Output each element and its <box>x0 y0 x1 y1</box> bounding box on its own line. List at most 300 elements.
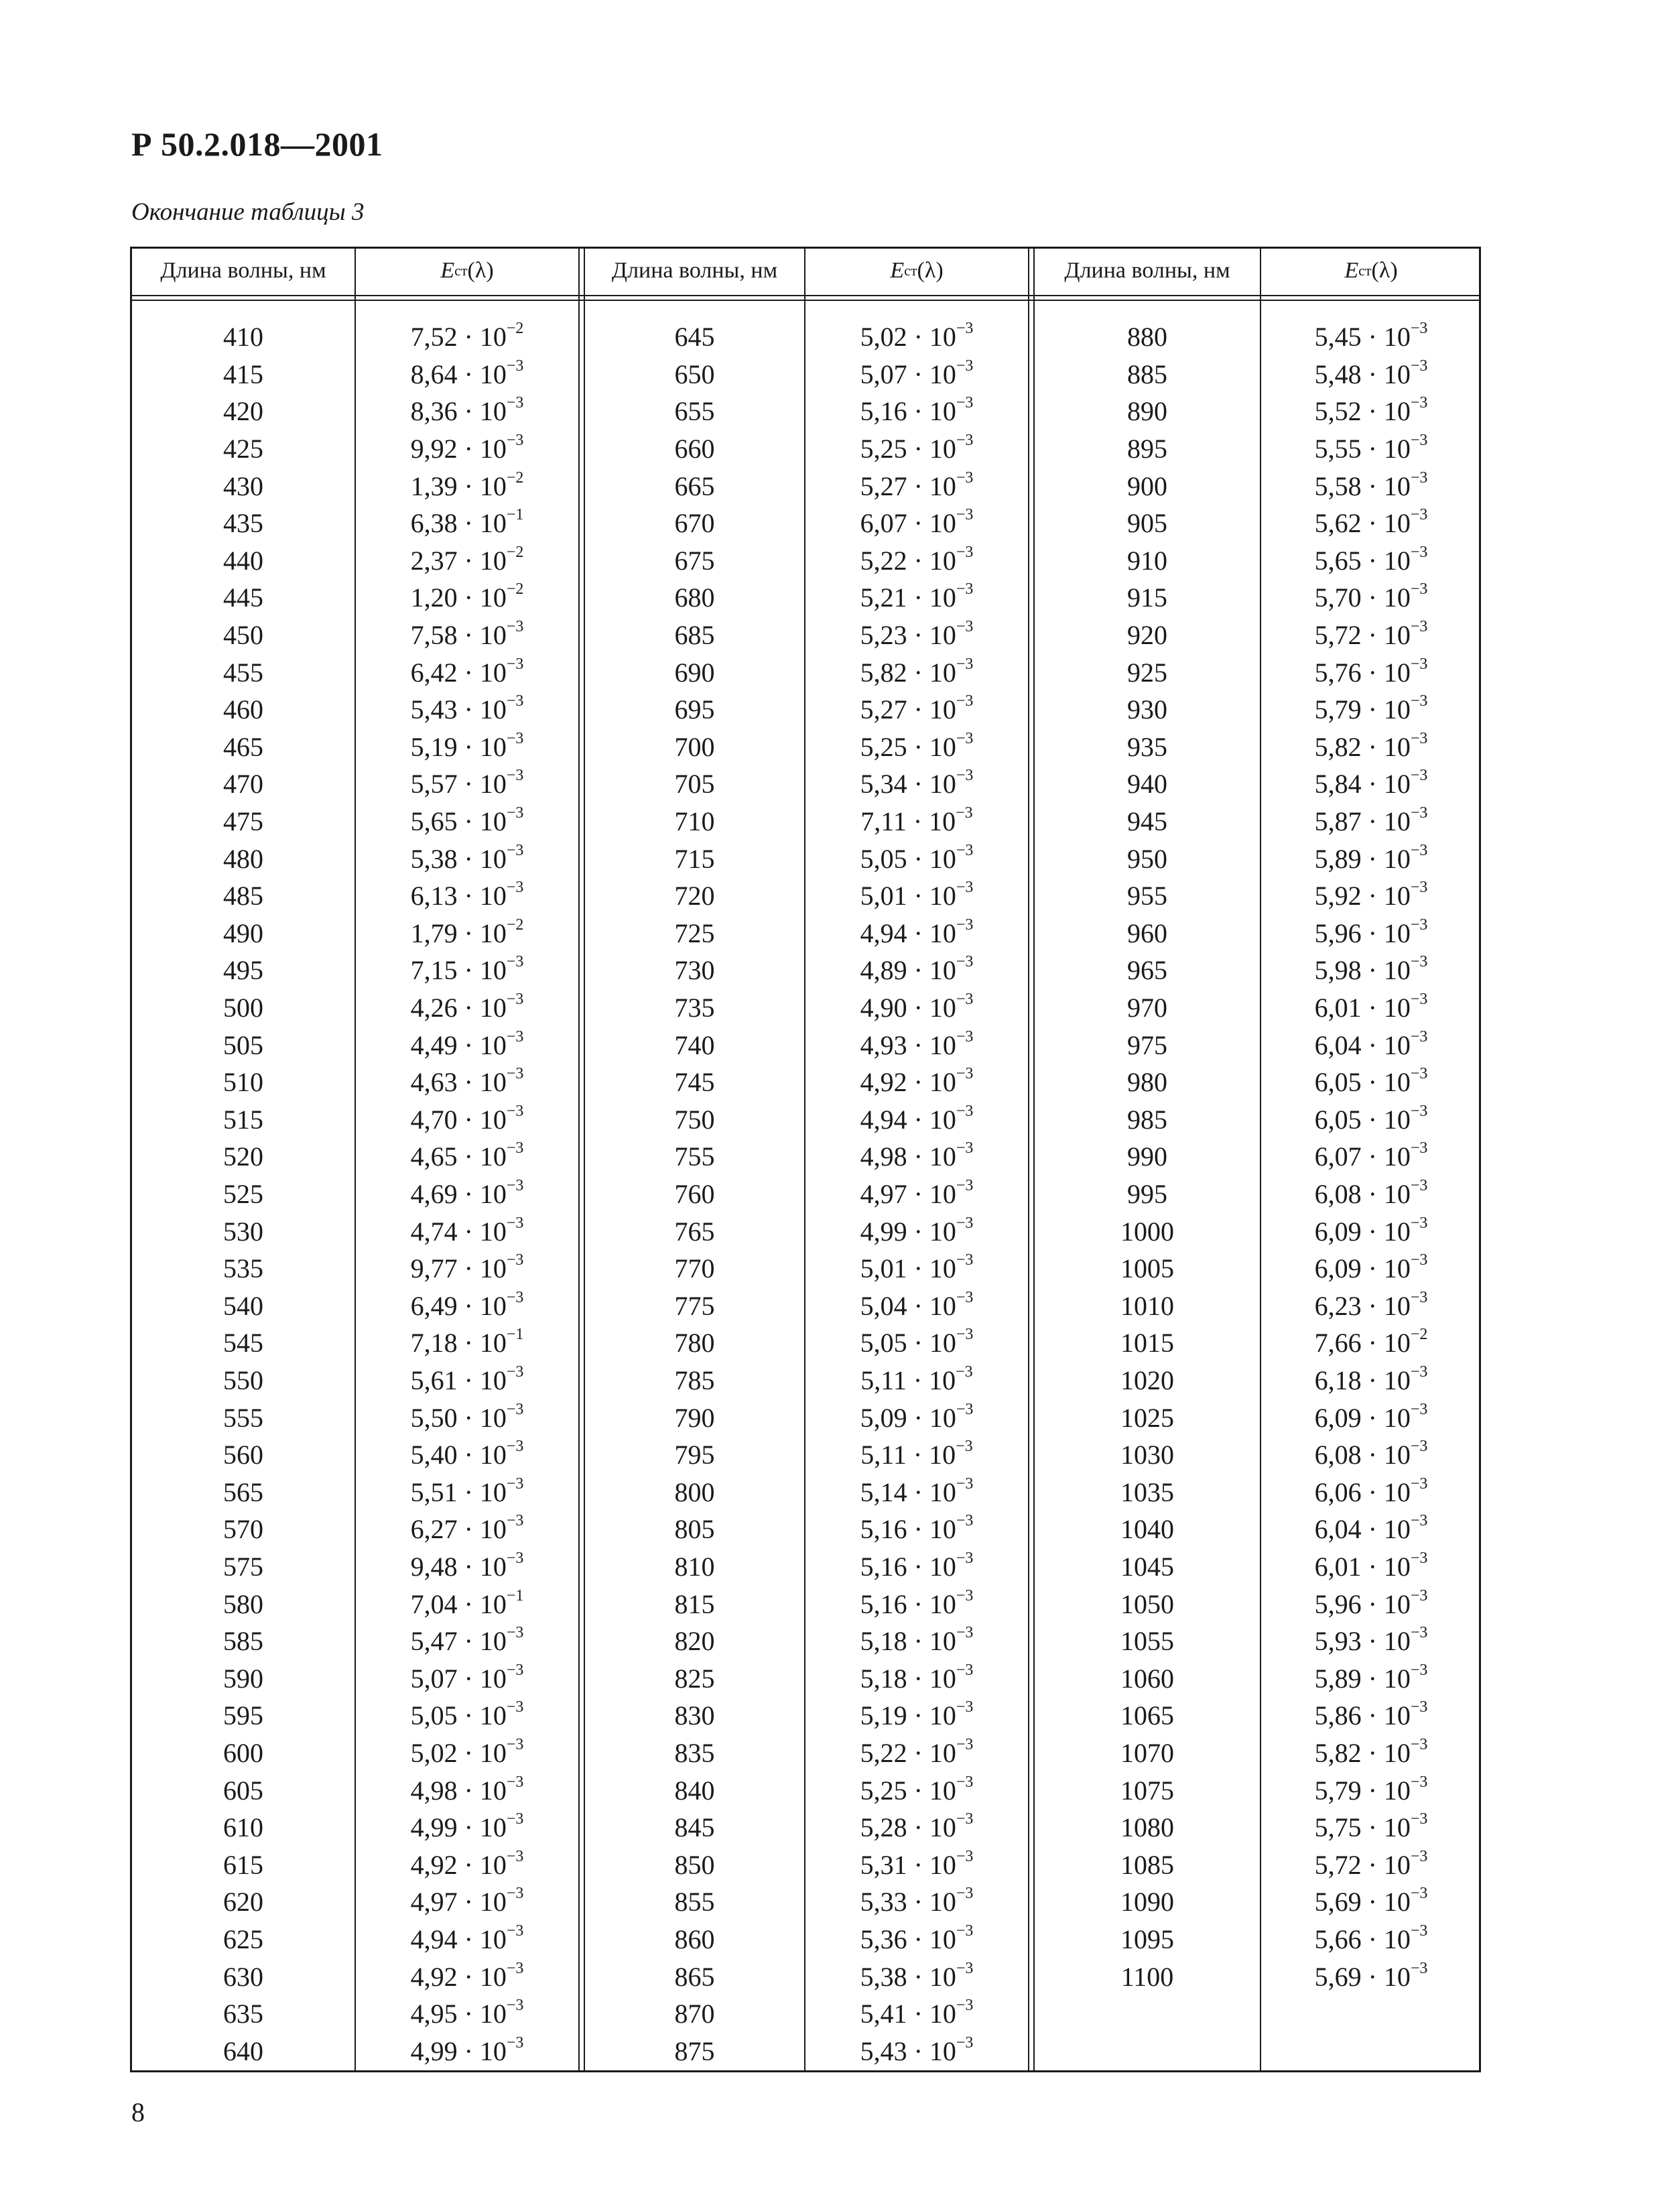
exponent: −3 <box>956 916 974 934</box>
mantissa: 5,19 <box>860 1700 907 1731</box>
times-ten-sign: · 10 <box>457 508 507 539</box>
irradiance-cell <box>805 356 1028 393</box>
times-ten-sign: · 10 <box>907 1812 956 1843</box>
header-rule-bottom <box>132 300 1479 301</box>
wavelength-cell: 590 <box>223 1663 263 1694</box>
irradiance-cell <box>356 1623 578 1660</box>
irradiance-cell <box>805 1288 1028 1325</box>
times-ten-sign: · 10 <box>907 1514 956 1545</box>
exponent: −3 <box>506 991 524 1009</box>
times-ten-sign: · 10 <box>1361 545 1411 576</box>
mantissa: 7,04 <box>410 1588 458 1619</box>
wavelength-cell: 820 <box>674 1626 715 1657</box>
times-ten-sign: · 10 <box>1361 1552 1411 1582</box>
mantissa: 5,16 <box>860 1552 907 1582</box>
mantissa: 8,36 <box>410 396 458 427</box>
irradiance-cell <box>805 803 1028 840</box>
irradiance-cell <box>1261 915 1481 952</box>
mantissa: 4,94 <box>410 1924 458 1955</box>
wavelength-cell: 860 <box>674 1924 715 1955</box>
mantissa: 4,99 <box>410 1812 458 1843</box>
wavelength-cell: 775 <box>674 1290 715 1321</box>
wavelength-cell: 1055 <box>1120 1626 1174 1657</box>
times-ten-sign: · 10 <box>907 1179 956 1210</box>
mantissa: 5,52 <box>1314 396 1362 427</box>
mantissa: 8,64 <box>410 359 458 389</box>
irradiance-cell <box>1261 1288 1481 1325</box>
mantissa: 5,65 <box>410 806 458 837</box>
irradiance-cell <box>805 1101 1028 1139</box>
exponent: −3 <box>956 1139 974 1157</box>
mantissa: 6,27 <box>410 1514 458 1545</box>
irradiance-cell <box>805 1771 1028 1809</box>
times-ten-sign: · 10 <box>457 1104 507 1135</box>
page-number: 8 <box>131 2097 145 2127</box>
times-ten-sign: · 10 <box>457 434 507 464</box>
irradiance-cell <box>356 430 578 468</box>
irradiance-cell <box>1261 1250 1481 1288</box>
wavelength-cell: 1025 <box>1120 1402 1174 1433</box>
mantissa: 5,96 <box>1314 1588 1362 1619</box>
wavelength-cell: 600 <box>223 1738 263 1769</box>
wavelength-cell: 1015 <box>1120 1328 1174 1359</box>
mantissa: 4,92 <box>410 1961 458 1992</box>
irradiance-cell <box>805 1362 1028 1399</box>
exponent: −3 <box>1410 1139 1428 1157</box>
times-ten-sign: · 10 <box>1361 1328 1411 1359</box>
times-ten-sign: · 10 <box>457 769 507 800</box>
wavelength-cell: 880 <box>1127 322 1167 353</box>
wavelength-cell: 675 <box>674 545 715 576</box>
irradiance-cell <box>1261 1883 1481 1921</box>
wavelength-cell: 980 <box>1127 1067 1167 1098</box>
wavelength-cell: 995 <box>1127 1179 1167 1210</box>
mantissa: 5,09 <box>860 1402 907 1433</box>
wavelength-cell: 425 <box>223 434 263 464</box>
times-ten-sign: · 10 <box>457 470 507 501</box>
times-ten-sign: · 10 <box>457 993 507 1023</box>
wavelength-cell: 515 <box>223 1104 263 1135</box>
times-ten-sign: · 10 <box>457 1588 507 1619</box>
wavelength-cell: 960 <box>1127 918 1167 948</box>
mantissa: 7,66 <box>1314 1328 1362 1359</box>
mantissa: 4,70 <box>410 1104 458 1135</box>
mantissa: 7,52 <box>410 322 458 353</box>
times-ten-sign: · 10 <box>1361 694 1411 725</box>
exponent: −3 <box>956 1736 974 1754</box>
irradiance-cell <box>1261 989 1481 1027</box>
times-ten-sign: · 10 <box>907 1775 956 1806</box>
wavelength-cell: 560 <box>223 1440 263 1470</box>
exponent: −3 <box>506 357 524 375</box>
irradiance-cell <box>1261 542 1481 580</box>
exponent: −3 <box>956 729 974 747</box>
exponent: −1 <box>506 1326 524 1344</box>
exponent: −2 <box>506 320 524 338</box>
times-ten-sign: · 10 <box>457 1887 507 1918</box>
exponent: −3 <box>506 767 524 785</box>
times-ten-sign: · 10 <box>907 1738 956 1769</box>
times-ten-sign: · 10 <box>907 1999 956 2029</box>
exponent: −3 <box>1410 1624 1428 1642</box>
irradiance-cell <box>1261 1771 1481 1809</box>
mantissa: 5,02 <box>410 1738 458 1769</box>
exponent: −3 <box>1410 879 1428 897</box>
exponent: −2 <box>506 580 524 599</box>
mantissa: 9,77 <box>410 1253 458 1284</box>
mantissa: 5,16 <box>860 396 907 427</box>
mantissa: 7,15 <box>410 955 458 986</box>
exponent: −1 <box>506 506 524 524</box>
wavelength-cell: 565 <box>223 1477 263 1507</box>
times-ten-sign: · 10 <box>457 582 507 613</box>
times-ten-sign: · 10 <box>907 1849 956 1880</box>
wavelength-cell: 700 <box>674 731 715 762</box>
header-wavelength: Длина волны, нм <box>611 258 778 283</box>
exponent: −3 <box>956 804 973 822</box>
irradiance-cell <box>1261 1212 1481 1250</box>
wavelength-cell: 410 <box>223 322 263 353</box>
times-ten-sign: · 10 <box>907 657 956 688</box>
times-ten-sign: · 10 <box>457 1999 507 2029</box>
times-ten-sign: · 10 <box>1361 657 1411 688</box>
wavelength-cell: 520 <box>223 1141 263 1172</box>
exponent: −3 <box>1410 1773 1428 1791</box>
exponent: −3 <box>1410 1586 1428 1605</box>
times-ten-sign: · 10 <box>1361 1961 1411 1992</box>
irradiance-cell <box>805 1623 1028 1660</box>
wavelength-cell: 825 <box>674 1663 715 1694</box>
exponent: −3 <box>1410 618 1428 636</box>
irradiance-cell <box>356 765 578 803</box>
irradiance-cell <box>356 1585 578 1623</box>
times-ten-sign: · 10 <box>1361 508 1411 539</box>
irradiance-cell <box>805 952 1028 989</box>
wavelength-cell: 875 <box>674 2035 715 2066</box>
mantissa: 6,04 <box>1314 1514 1362 1545</box>
irradiance-cell <box>805 1548 1028 1586</box>
mantissa: 5,82 <box>1314 1738 1362 1769</box>
mantissa: 5,48 <box>1314 359 1362 389</box>
times-ten-sign: · 10 <box>457 1141 507 1172</box>
mantissa: 6,09 <box>1314 1216 1362 1247</box>
mantissa: 5,72 <box>1314 1849 1362 1880</box>
mantissa: 7,18 <box>410 1328 458 1359</box>
times-ten-sign: · 10 <box>907 769 956 800</box>
exponent: −3 <box>1410 1847 1428 1865</box>
times-ten-sign: · 10 <box>1361 1775 1411 1806</box>
wavelength-cell: 670 <box>674 508 715 539</box>
mantissa: 6,08 <box>1314 1179 1362 1210</box>
wavelength-cell: 730 <box>674 955 715 986</box>
exponent: −3 <box>506 1065 524 1083</box>
times-ten-sign: · 10 <box>457 396 507 427</box>
irradiance-cell <box>805 729 1028 766</box>
wavelength-cell: 840 <box>674 1775 715 1806</box>
exponent: −2 <box>506 916 524 934</box>
mantissa: 6,05 <box>1314 1104 1362 1135</box>
wavelength-cell: 760 <box>674 1179 715 1210</box>
header-irradiance <box>805 249 1028 293</box>
exponent: −3 <box>1410 916 1428 934</box>
times-ten-sign: · 10 <box>906 1365 956 1396</box>
irradiance-cell <box>1261 1623 1481 1660</box>
exponent: −3 <box>1410 1922 1428 1940</box>
times-ten-sign: · 10 <box>1361 1812 1411 1843</box>
times-ten-sign: · 10 <box>1361 620 1411 651</box>
irradiance-cell <box>805 1995 1028 2033</box>
wavelength-cell: 800 <box>674 1477 715 1507</box>
times-ten-sign: · 10 <box>907 694 956 725</box>
irradiance-cell <box>356 952 578 989</box>
wavelength-cell: 1080 <box>1120 1812 1174 1843</box>
mantissa: 6,49 <box>410 1290 458 1321</box>
wavelength-cell: 985 <box>1127 1104 1167 1135</box>
exponent: −3 <box>506 1214 524 1232</box>
exponent: −3 <box>956 1177 974 1195</box>
mantissa: 6,09 <box>1314 1253 1362 1284</box>
mantissa: 5,66 <box>1314 1924 1362 1955</box>
mantissa: 5,84 <box>1314 769 1362 800</box>
exponent: −3 <box>506 1512 524 1530</box>
wavelength-cell: 905 <box>1127 508 1167 539</box>
wavelength-cell: 910 <box>1127 545 1167 576</box>
exponent: −3 <box>1410 692 1428 710</box>
mantissa: 5,05 <box>860 843 907 874</box>
irradiance-cell <box>356 1399 578 1436</box>
times-ten-sign: · 10 <box>457 1328 507 1359</box>
exponent: −3 <box>506 1177 524 1195</box>
irradiance-cell <box>356 1474 578 1511</box>
irradiance-cell <box>356 1138 578 1176</box>
exponent: −3 <box>956 1027 974 1046</box>
irradiance-cell <box>1261 1138 1481 1176</box>
wavelength-cell: 595 <box>223 1700 263 1731</box>
times-ten-sign: · 10 <box>457 731 507 762</box>
wavelength-cell: 925 <box>1127 657 1167 688</box>
wavelength-cell: 705 <box>674 769 715 800</box>
mantissa: 5,79 <box>1314 1775 1362 1806</box>
wavelength-cell: 765 <box>674 1216 715 1247</box>
times-ten-sign: · 10 <box>907 434 956 464</box>
irradiance-cell <box>356 2033 578 2070</box>
wavelength-cell: 900 <box>1127 470 1167 501</box>
irradiance-cell <box>1261 840 1481 877</box>
exponent: −3 <box>1410 767 1428 785</box>
exponent: −3 <box>956 692 974 710</box>
times-ten-sign: · 10 <box>907 545 956 576</box>
exponent: −3 <box>1410 1400 1428 1418</box>
times-ten-sign: · 10 <box>1361 955 1411 986</box>
exponent: −3 <box>956 1512 974 1530</box>
irradiance-cell <box>356 542 578 580</box>
wavelength-cell: 830 <box>674 1700 715 1731</box>
irradiance-cell <box>1261 505 1481 542</box>
times-ten-sign: · 10 <box>457 1365 507 1396</box>
mantissa: 5,98 <box>1314 955 1362 986</box>
times-ten-sign: · 10 <box>457 1440 507 1470</box>
exponent: −3 <box>1410 1959 1428 1977</box>
wavelength-cell: 865 <box>674 1961 715 1992</box>
times-ten-sign: · 10 <box>457 1812 507 1843</box>
wavelength-cell: 780 <box>674 1328 715 1359</box>
times-ten-sign: · 10 <box>907 1253 956 1284</box>
mantissa: 6,01 <box>1314 1552 1362 1582</box>
mantissa: 4,95 <box>410 1999 458 2029</box>
exponent: −3 <box>956 1885 974 1903</box>
exponent: −3 <box>506 1474 524 1493</box>
wavelength-cell: 530 <box>223 1216 263 1247</box>
irradiance-cell <box>805 1511 1028 1548</box>
wavelength-cell: 815 <box>674 1588 715 1619</box>
times-ten-sign: · 10 <box>907 1104 956 1135</box>
times-ten-sign: · 10 <box>1361 1887 1411 1918</box>
wavelength-cell: 545 <box>223 1328 263 1359</box>
times-ten-sign: · 10 <box>457 694 507 725</box>
irradiance-cell <box>1261 952 1481 989</box>
wavelength-cell: 480 <box>223 843 263 874</box>
wavelength-cell: 945 <box>1127 806 1167 837</box>
document-code: Р 50.2.018—2001 <box>131 125 383 163</box>
irradiance-cell <box>356 1697 578 1735</box>
irradiance-cell <box>1261 430 1481 468</box>
wavelength-cell: 500 <box>223 993 263 1023</box>
mantissa: 5,18 <box>860 1626 907 1657</box>
exponent: −3 <box>956 1400 974 1418</box>
wavelength-cell: 685 <box>674 620 715 651</box>
exponent: −3 <box>506 1773 524 1791</box>
irradiance-cell <box>356 1212 578 1250</box>
times-ten-sign: · 10 <box>1361 1738 1411 1769</box>
exponent: −3 <box>506 879 524 897</box>
times-ten-sign: · 10 <box>907 322 956 353</box>
mantissa: 6,08 <box>1314 1440 1362 1470</box>
wavelength-cell: 630 <box>223 1961 263 1992</box>
wavelength-cell: 495 <box>223 955 263 986</box>
wavelength-cell: 1010 <box>1120 1290 1174 1321</box>
wavelength-cell: 635 <box>223 1999 263 2029</box>
group-divider <box>1028 249 1029 2070</box>
times-ten-sign: · 10 <box>907 843 956 874</box>
exponent: −3 <box>506 953 524 971</box>
irradiance-cell <box>1261 1846 1481 1884</box>
irradiance-cell <box>1261 393 1481 430</box>
exponent: −3 <box>1410 953 1428 971</box>
mantissa: 7,11 <box>860 806 907 837</box>
exponent: −3 <box>956 320 974 338</box>
exponent: −3 <box>1410 1177 1428 1195</box>
times-ten-sign: · 10 <box>1361 1849 1411 1880</box>
mantissa: 6,42 <box>410 657 458 688</box>
mantissa: 5,69 <box>1314 1887 1362 1918</box>
irradiance-cell <box>1261 318 1481 356</box>
wavelength-cell: 1060 <box>1120 1663 1174 1694</box>
irradiance-cell <box>1261 1436 1481 1474</box>
times-ten-sign: · 10 <box>907 1402 956 1433</box>
times-ten-sign: · 10 <box>907 2035 956 2066</box>
irradiance-cell <box>356 318 578 356</box>
irradiance-cell <box>805 1436 1028 1474</box>
times-ten-sign: · 10 <box>907 359 956 389</box>
mantissa: 5,38 <box>410 843 458 874</box>
wavelength-cell: 720 <box>674 881 715 912</box>
irradiance-cell <box>1261 1660 1481 1698</box>
irradiance-cell <box>805 617 1028 654</box>
mantissa: 5,92 <box>1314 881 1362 912</box>
times-ten-sign: · 10 <box>907 955 956 986</box>
wavelength-cell: 640 <box>223 2035 263 2066</box>
times-ten-sign: · 10 <box>907 1700 956 1731</box>
mantissa: 5,22 <box>860 1738 907 1769</box>
wavelength-cell: 620 <box>223 1887 263 1918</box>
mantissa: 5,62 <box>1314 508 1362 539</box>
times-ten-sign: · 10 <box>457 545 507 576</box>
times-ten-sign: · 10 <box>1361 843 1411 874</box>
irradiance-cell <box>805 1958 1028 1995</box>
times-ten-sign: · 10 <box>1361 918 1411 948</box>
mantissa: 4,92 <box>860 1067 907 1098</box>
irradiance-cell <box>1261 1958 1481 1995</box>
exponent: −3 <box>1410 1810 1428 1828</box>
exponent: −3 <box>506 432 524 450</box>
wavelength-cell: 870 <box>674 1999 715 2029</box>
times-ten-sign: · 10 <box>457 806 507 837</box>
times-ten-sign: · 10 <box>457 2035 507 2066</box>
wavelength-cell: 455 <box>223 657 263 688</box>
mantissa: 5,41 <box>860 1999 907 2029</box>
exponent: −3 <box>1410 1065 1428 1083</box>
mantissa: 4,97 <box>860 1179 907 1210</box>
wavelength-cell: 570 <box>223 1514 263 1545</box>
wavelength-cell: 950 <box>1127 843 1167 874</box>
times-ten-sign: · 10 <box>1361 1700 1411 1731</box>
mantissa: 6,13 <box>410 881 458 912</box>
mantissa: 4,26 <box>410 993 458 1023</box>
times-ten-sign: · 10 <box>457 1179 507 1210</box>
irradiance-cell <box>356 1026 578 1064</box>
wavelength-cell: 1000 <box>1120 1216 1174 1247</box>
irradiance-cell <box>805 1212 1028 1250</box>
wavelength-cell: 470 <box>223 769 263 800</box>
exponent: −3 <box>1410 1661 1428 1679</box>
mantissa: 5,93 <box>1314 1626 1362 1657</box>
exponent: −3 <box>956 1586 974 1605</box>
header-e-sup: ст <box>454 262 468 279</box>
exponent: −2 <box>506 468 524 487</box>
exponent: −3 <box>506 655 524 673</box>
exponent: −3 <box>956 1959 974 1977</box>
exponent: −3 <box>956 1326 974 1344</box>
irradiance-cell <box>805 1324 1028 1362</box>
times-ten-sign: · 10 <box>457 1700 507 1731</box>
irradiance-cell <box>1261 579 1481 617</box>
mantissa: 5,16 <box>860 1514 907 1545</box>
times-ten-sign: · 10 <box>1361 1029 1411 1060</box>
exponent: −3 <box>956 1624 974 1642</box>
mantissa: 5,55 <box>1314 434 1362 464</box>
irradiance-cell <box>1261 1399 1481 1436</box>
mantissa: 5,33 <box>860 1887 907 1918</box>
header-irradiance <box>1261 249 1481 293</box>
mantissa: 4,65 <box>410 1141 458 1172</box>
irradiance-cell <box>1261 653 1481 691</box>
exponent: −3 <box>956 1773 974 1791</box>
exponent: −3 <box>1410 580 1428 599</box>
exponent: −3 <box>1410 655 1428 673</box>
mantissa: 5,22 <box>860 545 907 576</box>
times-ten-sign: · 10 <box>457 843 507 874</box>
wavelength-cell: 855 <box>674 1887 715 1918</box>
